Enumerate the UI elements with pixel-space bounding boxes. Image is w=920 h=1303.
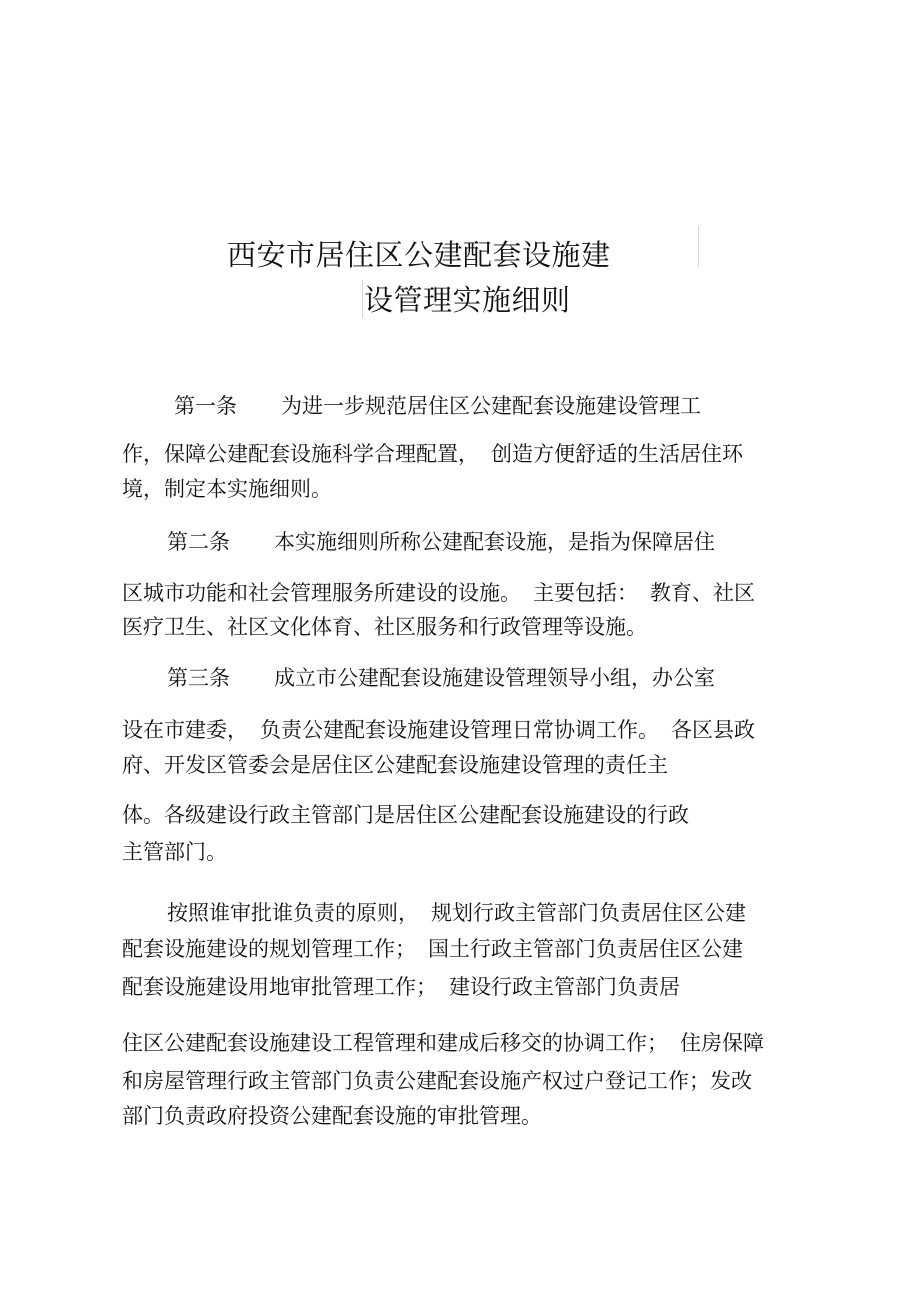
article-3-text-1: 成立市公建配套设施建设管理领导小组，办公室 [274, 666, 715, 690]
article-3-text-2a: 设在市建委， [122, 718, 248, 742]
document-title-line-2: 设管理实施细则 [364, 283, 571, 317]
scan-line-1 [698, 226, 699, 268]
article-3-line-3 [122, 752, 668, 778]
article-3-text-3: 府、开发区管委会是居住区公建配套设施建设管理的责任主 [122, 753, 668, 777]
paragraph-4-text-5: 和房屋管理行政主管部门负责公建配套设施产权过户登记工作；发改 [122, 1069, 752, 1093]
paragraph-4-text-3b: 建设行政主管部门负责居 [449, 975, 680, 999]
article-2-line-1 [167, 529, 715, 555]
paragraph-4-line-3 [122, 974, 680, 1000]
paragraph-4-line-1 [167, 900, 746, 926]
article-1-line-1 [174, 393, 701, 419]
paragraph-4-text-1a: 按照谁审批谁负责的原则， [167, 901, 419, 925]
paragraph-4-line-2 [122, 936, 743, 962]
article-3-text-2b: 负责公建配套设施建设管理日常协调工作。 [260, 718, 659, 742]
paragraph-4-text-4b: 住房保障 [680, 1031, 764, 1055]
article-3-line-1 [167, 665, 715, 691]
paragraph-4-line-6 [122, 1103, 542, 1129]
article-2-text-2b: 主要包括： [533, 581, 638, 605]
article-1-text-2a: 作，保障公建配套设施科学合理配置， [122, 442, 479, 466]
article-3-line-2 [122, 717, 755, 743]
article-1-label: 第一条 [174, 394, 237, 418]
paragraph-4-text-2a: 配套设施建设的规划管理工作； [122, 937, 416, 961]
paragraph-4-text-6: 部门负责政府投资公建配套设施的审批管理。 [122, 1104, 542, 1128]
article-1-text-3: 境，制定本实施细则。 [122, 477, 332, 501]
article-3-label: 第三条 [167, 666, 230, 690]
paragraph-4-line-5 [122, 1068, 752, 1094]
scan-line-2 [362, 280, 363, 318]
article-2-text-2a: 区城市功能和社会管理服务所建设的设施。 [122, 581, 521, 605]
paragraph-4-text-4a: 住区公建配套设施建设工程管理和建成后移交的协调工作； [122, 1031, 668, 1055]
article-3-line-5 [122, 839, 227, 865]
paragraph-4-line-4 [122, 1030, 764, 1056]
article-2-label: 第二条 [167, 530, 230, 554]
article-3-text-4: 体。各级建设行政主管部门是居住区公建配套设施建设的行政 [122, 803, 689, 827]
article-2-text-2c: 教育、社区 [650, 581, 755, 605]
paragraph-4-text-2b: 国土行政主管部门负责居住区公建 [428, 937, 743, 961]
paragraph-4-text-3a: 配套设施建设用地审批管理工作； [122, 975, 437, 999]
article-3-text-5: 主管部门。 [122, 840, 227, 864]
document-title-line-1: 西安市居住区公建配套设施建 [227, 238, 611, 272]
article-1-line-2 [122, 441, 743, 467]
article-2-text-3: 医疗卫生、社区文化体育、社区服务和行政管理等设施。 [122, 615, 647, 639]
article-2-text-1: 本实施细则所称公建配套设施，是指为保障居住 [274, 530, 715, 554]
article-2-line-2 [122, 580, 755, 606]
article-1-text-1: 为进一步规范居住区公建配套设施建设管理工 [281, 394, 701, 418]
article-1-text-2b: 创造方便舒适的生活居住环 [491, 442, 743, 466]
article-3-text-2c: 各区县政 [671, 718, 755, 742]
article-1-line-3 [122, 476, 332, 502]
article-3-line-4 [122, 802, 689, 828]
article-2-line-3 [122, 614, 647, 640]
paragraph-4-text-1b: 规划行政主管部门负责居住区公建 [431, 901, 746, 925]
